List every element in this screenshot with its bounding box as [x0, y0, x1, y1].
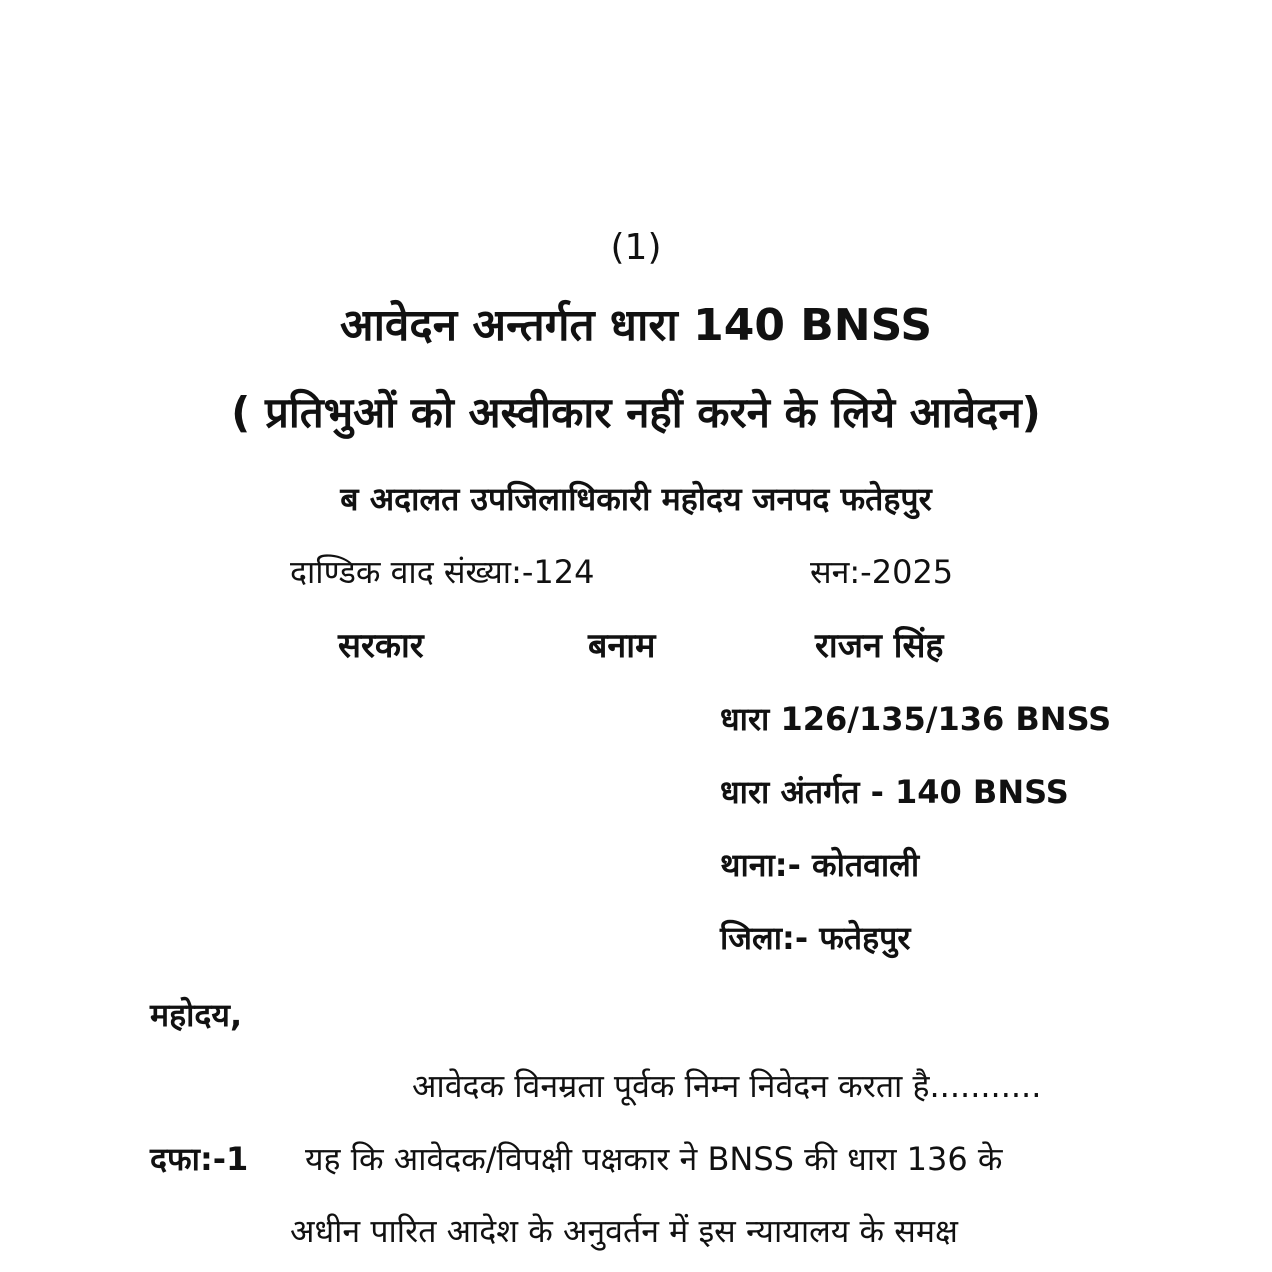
document-title: आवेदन अन्तर्गत धारा 140 BNSS — [339, 300, 933, 351]
case-year: सन:-2025 — [810, 553, 954, 591]
detail-section: धारा 126/135/136 BNSS — [720, 700, 1112, 738]
detail-police-station: थाना:- कोतवाली — [720, 846, 920, 884]
detail-under-section: धारा अंतर्गत - 140 BNSS — [720, 773, 1069, 811]
intro-line: आवेदक विनम्रता पूर्वक निम्न निवेदन करता है........... — [412, 1067, 1042, 1105]
paragraph-label: दफा:-1 — [150, 1140, 249, 1178]
page-number: (1) — [610, 227, 662, 268]
case-number: दाण्डिक वाद संख्या:-124 — [290, 553, 595, 591]
paragraph-text-line: यह कि आवेदक/विपक्षी पक्षकार ने BNSS की धारा 136 के — [305, 1140, 1003, 1178]
detail-district: जिला:- फतेहपुर — [720, 919, 911, 957]
party-respondent: राजन सिंह — [815, 626, 944, 666]
party-plaintiff: सरकार — [338, 626, 424, 666]
paragraph-text-line: अधीन पारित आदेश के अनुवर्तन में इस न्यायालय के समक्ष — [290, 1212, 958, 1250]
party-versus: बनाम — [588, 626, 656, 666]
document-subtitle: ( प्रतिभुओं को अस्वीकार नहीं करने के लिये आवेदन) — [231, 388, 1041, 437]
court-heading: ब अदालत उपजिलाधिकारी महोदय जनपद फतेहपुर — [340, 480, 932, 518]
salutation: महोदय, — [150, 996, 243, 1034]
